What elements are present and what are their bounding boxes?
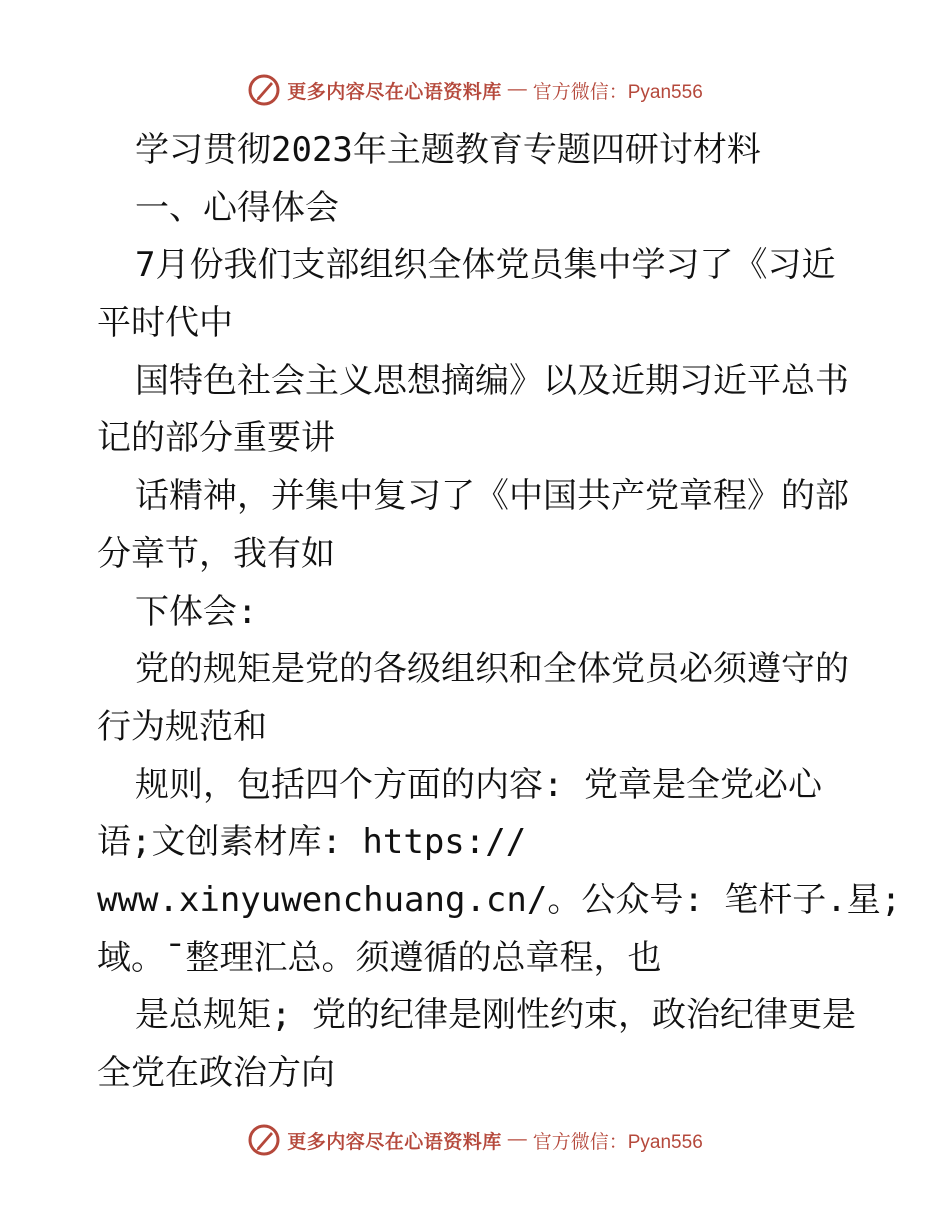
watermark-separator: — bbox=[507, 79, 527, 100]
watermark-banner-bottom bbox=[0, 1120, 950, 1160]
text-line: 记的部分重要讲 bbox=[97, 418, 335, 459]
watermark-contact: 官方微信：Pyan556 bbox=[532, 1131, 703, 1153]
watermark-separator: — bbox=[507, 1129, 527, 1150]
text-line: 规则，包括四个方面的内容: 党章是全党必心 bbox=[135, 764, 822, 805]
text-line: 语;文创素材库: https:// bbox=[97, 822, 527, 863]
text-line: 行为规范和 bbox=[97, 706, 267, 747]
text-line: 话精神，并集中复习了《中国共产党章程》的部 bbox=[135, 476, 849, 517]
watermark-brand: 更多内容尽在心语资料库 bbox=[287, 80, 502, 103]
text-line: 是总规矩; 党的纪律是刚性约束，政治纪律更是 bbox=[135, 995, 856, 1036]
text-line: www.xinyuwenchuang.cn/。公众号: 笔杆子.星; bbox=[97, 879, 902, 920]
watermark-banner-top bbox=[0, 70, 950, 110]
text-line: 域。¯整理汇总。须遵循的总章程，也 bbox=[97, 937, 662, 978]
text-line: 平时代中 bbox=[97, 303, 233, 344]
watermark-contact: 官方微信：Pyan556 bbox=[532, 81, 703, 103]
text-line: 分章节，我有如 bbox=[97, 533, 335, 574]
quill-pen-circle-icon bbox=[247, 1123, 281, 1157]
quill-pen-circle-icon bbox=[247, 73, 281, 107]
document-body bbox=[97, 122, 902, 1103]
document-title: 学习贯彻2023年主题教育专题四研讨材料 bbox=[135, 130, 761, 170]
section-heading: 一、心得体会 bbox=[135, 187, 339, 228]
text-line: 全党在政治方向 bbox=[97, 1053, 335, 1093]
text-line: 党的规矩是党的各级组织和全体党员必须遵守的 bbox=[135, 649, 849, 690]
text-line: 国特色社会主义思想摘编》以及近期习近平总书 bbox=[135, 360, 849, 401]
text-line: 下体会: bbox=[135, 591, 258, 632]
text-line: 7月份我们支部组织全体党员集中学习了《习近 bbox=[135, 245, 836, 286]
watermark-brand: 更多内容尽在心语资料库 bbox=[287, 1130, 502, 1153]
